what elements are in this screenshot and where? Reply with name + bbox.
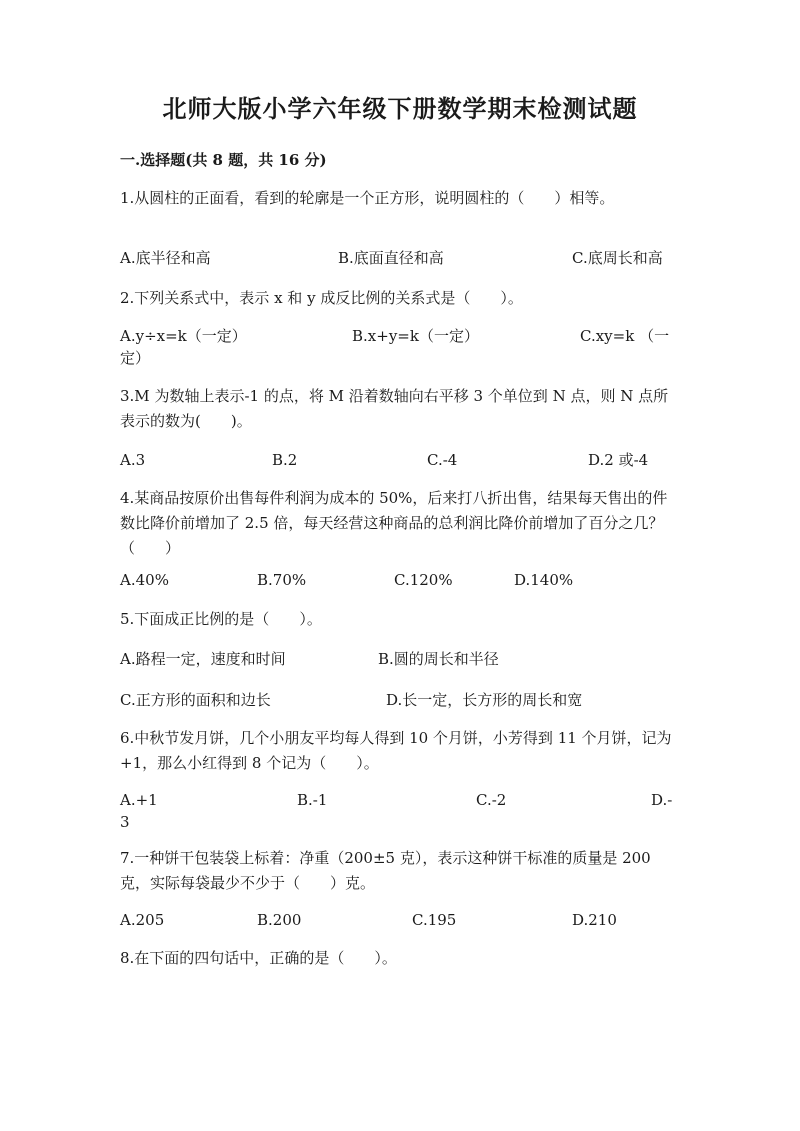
question-7-option-c[interactable]: C.195 xyxy=(412,911,457,929)
question-3-option-a[interactable]: A.3 xyxy=(120,451,146,469)
page-title: 北师大版小学六年级下册数学期末检测试题 xyxy=(162,94,638,123)
question-2-option-a[interactable]: A.y÷x=k（一定） xyxy=(120,327,247,345)
question-4-option-a[interactable]: A.40% xyxy=(120,571,169,589)
question-5-text: 5.下面成正比例的是（ ）。 xyxy=(120,610,322,628)
question-7-option-d[interactable]: D.210 xyxy=(572,911,617,929)
question-2-text: 2.下列关系式中，表示 x 和 y 成反比例的关系式是（ ）。 xyxy=(120,289,523,307)
question-4-text: 4.某商品按原价出售每件利润为成本的 50%，后来打八折出售，结果每天售出的件数比降价前增加了 2.5 倍，每天经营这种商品的总利润比降价前增加了百分之几？（ ） xyxy=(120,489,668,557)
question-3-option-d[interactable]: D.2 或-4 xyxy=(588,451,649,469)
question-3-text: 3.M 为数轴上表示-1 的点，将 M 沿着数轴向右平移 3 个单位到 N 点，则 N 点所表示的数为( )。 xyxy=(120,387,669,430)
question-8-text: 8.在下面的四句话中，正确的是（ ）。 xyxy=(120,949,397,967)
question-7-option-a[interactable]: A.205 xyxy=(120,911,165,929)
question-6-option-c[interactable]: C.-2 xyxy=(476,791,507,809)
question-6-option-b[interactable]: B.-1 xyxy=(297,791,328,809)
question-6-text: 6.中秋节发月饼，几个小朋友平均每人得到 10 个月饼，小芳得到 11 个月饼，记为+1，那么小红得到 8 个记为（ ）。 xyxy=(120,729,672,772)
question-5-option-d[interactable]: D.长一定，长方形的周长和宽 xyxy=(386,691,583,709)
question-1-text: 1.从圆柱的正面看，看到的轮廓是一个正方形，说明圆柱的（ ）相等。 xyxy=(120,189,615,207)
question-6-option-d[interactable]: D.- xyxy=(651,791,673,809)
question-2-option-b[interactable]: B.x+y=k（一定） xyxy=(352,327,479,345)
question-4-option-b[interactable]: B.70% xyxy=(257,571,307,589)
question-2-option-c-continued: 定） xyxy=(120,349,151,367)
question-1-option-a[interactable]: A.底半径和高 xyxy=(120,249,211,267)
question-7-option-b[interactable]: B.200 xyxy=(257,911,302,929)
question-2-option-c[interactable]: C.xy=k （一 xyxy=(580,327,670,345)
question-6-option-d-continued: 3 xyxy=(120,813,130,831)
question-3-option-c[interactable]: C.-4 xyxy=(427,451,458,469)
question-1-option-c[interactable]: C.底周长和高 xyxy=(572,249,663,267)
section-heading: 一.选择题(共 8 题，共 16 分) xyxy=(120,151,327,169)
question-1-option-b[interactable]: B.底面直径和高 xyxy=(338,249,444,267)
question-4-option-c[interactable]: C.120% xyxy=(394,571,453,589)
question-6-option-a[interactable]: A.+1 xyxy=(120,791,158,809)
question-3-option-b[interactable]: B.2 xyxy=(272,451,298,469)
question-7-text: 7.一种饼干包装袋上标着：净重（200±5 克），表示这种饼干标准的质量是 200 克，实际每袋最少不少于（ ）克。 xyxy=(120,849,651,892)
question-4-option-d[interactable]: D.140% xyxy=(514,571,574,589)
question-5-option-c[interactable]: C.正方形的面积和边长 xyxy=(120,691,271,709)
question-5-option-a[interactable]: A.路程一定，速度和时间 xyxy=(120,650,286,668)
question-5-option-b[interactable]: B.圆的周长和半径 xyxy=(378,650,499,668)
